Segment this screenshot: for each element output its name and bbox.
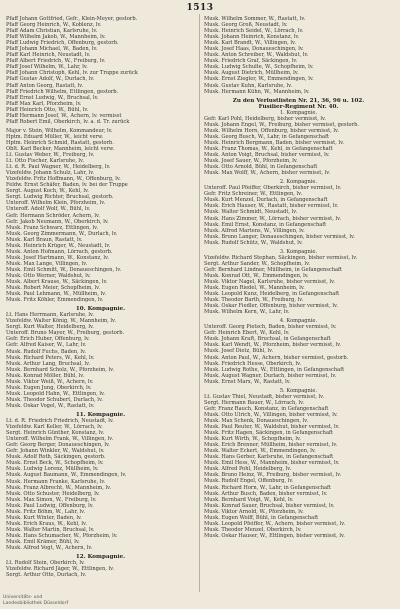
casualty-entry: Musk. Leopold Pfeiffer, W., Achern, bisher vermisst, lv. [204, 520, 346, 527]
casualty-entry: Musk. Heinrich Seidel, W., Lörrach, lv. [204, 28, 304, 35]
casualty-entry: Musk. Oskar Hauser, W., Ettlingen, bisher vermisst, lv. [204, 532, 345, 539]
casualty-entry: Musk. Heinrich Bergmann, Baden, bisher vermisst, lv. [204, 139, 344, 146]
casualty-entry: Sergt. Arthur Sander, W., Schopfheim, lv. [204, 260, 311, 267]
casualty-entry: Gefr. Fritz Schreiner, W., Ettlingen, lv. [204, 191, 303, 198]
casualty-entry: Musk. Konrad Sauer, Bruchsal, bisher vermisst, lv. [204, 502, 335, 509]
casualty-entry: Musk. Theodor Menzel, Oberkirch, lv. [204, 526, 302, 533]
casualty-entry: Lt. Otto Fischer, Karlsruhe, lv. [6, 158, 84, 165]
casualty-entry: Musk. Kurt Wirth, W., Schopfheim, lv. [204, 436, 301, 443]
casualty-entry: Musk. Albert Krause, W., Säckingen, lv. [6, 279, 108, 286]
section-heading: Füsilier-Regiment Nr. 40. [258, 103, 339, 110]
casualty-entry: Musk. Walter Schmidt, Neustadt, lv. [204, 209, 298, 216]
casualty-entry: Musk. Emil Schmitt, W., Donaueschingen, lv. [6, 266, 122, 273]
casualty-entry: Vizefeldw. Johann Schulz, Lahr, lv. [6, 170, 95, 177]
casualty-entry: Musk. Friedrich Hesse, Oberkirch, lv. [204, 360, 301, 367]
casualty-entry: Musk. Otto Ulrich, W., Villingen, bisher vermisst, lv. [204, 411, 338, 418]
casualty-entry: Musk. August Baumann, W., Emmendingen, lv. [6, 472, 127, 479]
casualty-entry: Musk. Alfred Vogt, W., Achern, lv. [6, 545, 93, 552]
casualty-entry: Musk. Gustav Kuhn, Karlsruhe, lv. [204, 82, 293, 89]
casualty-entry: Sergt. Ludwig Richter, Bruchsal, gestorb. [6, 194, 114, 201]
casualty-entry: Musk. Hans Zimmer, W., Lörrach, bisher vermisst, lv. [204, 215, 341, 222]
casualty-entry: Major v. Stein, Wilhelm, Kommandeur, lv. [6, 127, 113, 134]
casualty-entry: Vizefeldw. Walter König, W., Mannheim, lv. [6, 318, 116, 325]
casualty-entry: Pfaff Max Karl, Pforzheim, lv. [6, 100, 82, 107]
casualty-entry: Gefr. Johann Winkler, W., Waldshut, lv. [6, 448, 105, 455]
casualty-entry: Musk. Leopold Hahn, W., Ettlingen, lv. [6, 390, 105, 397]
casualty-entry: Musk. Theodor Schubert, Durlach, lv. [6, 396, 103, 403]
casualty-entry: Musk. Hans Schumacher, W., Pforzheim, lv. [6, 532, 118, 539]
casualty-entry: Musk. Rudolf Engel, Offenburg, lv. [204, 478, 294, 485]
casualty-entry: Musk. Arthur Busch, Baden, bisher vermisst, lv. [204, 490, 328, 497]
casualty-entry: Musk. Rudolf Schütz, W., Waldshut, lv. [204, 239, 303, 246]
casualty-entry: Musk. Emil Ernst, Konstanz, in Gefangenschaft [204, 221, 327, 228]
casualty-entry: Musk. Georg Groß, Neustadt, lv. [204, 22, 288, 29]
company-heading: 1. Kompagnie. [279, 109, 318, 116]
casualty-entry: Musk. Bernhard Voigt, W., Kehl, lv. [204, 496, 294, 503]
casualty-entry: Musk. Heinrich Krüger, W., Neustadt, lv. [6, 242, 111, 249]
casualty-entry: Musk. Theodor Barth, W., Freiburg, lv. [204, 297, 304, 304]
casualty-entry: Lt. d. R. Paul Wagner, W., Heidelberg, lv. [6, 164, 111, 171]
casualty-entry: Musk. Wilhelm Horn, Offenburg, bisher vermisst, lv. [204, 127, 339, 134]
casualty-entry: Musk. Franz Albrecht, W., Mannheim, lv. [6, 484, 111, 491]
section-heading: 10. Kompagnie. [75, 306, 126, 313]
company-heading: 2. Kompagnie. [279, 179, 318, 186]
casualty-entry: Musk. Alfred Pohl, Heidelberg, lv. [204, 466, 292, 473]
casualty-entry: Pfaff Heinrich Otto, W., Bühl, lv. [6, 106, 89, 113]
casualty-entry: Pfaff Friedrich Wilhelm, Ettlingen, gestorb. [6, 88, 119, 95]
library-watermark [3, 595, 68, 606]
casualty-entry: Musk. August Dietrich, Müllheim, lv. [204, 70, 299, 77]
casualty-entry: Pfaff Johann Michael, W., Baden, lv. [6, 46, 98, 53]
casualty-entry: Sergt. Heinrich Günther, Konstanz, lv. [6, 430, 105, 437]
casualty-entry: Musk. Fritz Böhm, W., Lahr, lv. [6, 508, 86, 515]
casualty-entry: Gefr. Alfred Kaiser, W., Lahr, lv. [6, 342, 87, 349]
casualty-entry: Gefr. Karl Pohl, Heidelberg, bisher vermisst, lv. [204, 115, 326, 122]
casualty-entry: Musk. Anton Schreiber, W., Waldshut, lv. [204, 52, 309, 59]
casualty-entry: Musk. Robert Meier, Schopfheim, lv. [6, 285, 101, 292]
casualty-entry: Pfaff Ludwig Friedrich, Offenburg, gestorb. [6, 40, 119, 47]
casualty-entry: Musk. Walter Eckert, W., Emmendingen, lv. [204, 448, 316, 455]
casualty-entry: Musk. Paul Reuter, W., Waldshut, bisher vermisst, lv. [204, 424, 340, 431]
casualty-entry: Unteroff. Wilhelm Frank, W., Villingen, lv. [6, 436, 114, 443]
casualty-entry: Musk. Anton Paul, W., Achern, bisher vermisst, gestorb. [204, 354, 349, 361]
casualty-entry: Musk. Leopold Kunz, Heidelberg, in Gefangenschaft [204, 291, 340, 298]
casualty-entry: Musk. Richard Horn, W., Lahr, in Gefangenschaft [204, 484, 331, 491]
casualty-entry: Musk. Anton Hofmann, Lörrach, gestorb. [6, 248, 113, 255]
casualty-entry: Musk. Fritz Köhler, Emmendingen, lv. [6, 297, 104, 304]
casualty-entry: Hptm. Heinrich Schmid, Rastatt, gestorb. [6, 139, 114, 146]
casualty-entry: Feldw. Ernst Schäfer, Baden, lv. bei der Truppe [6, 182, 128, 189]
section-heading: Zu den Verlustlisten Nr. 21, 36, 96 u. 102. [232, 97, 365, 104]
casualty-entry: Musk. Max Lange, Villingen, lv. [6, 260, 88, 267]
casualty-entry: Unteroff. Paul Pfeiffer, Oberkirch, bisher vermisst, lv. [204, 185, 342, 192]
casualty-entry: Musk. Konrad Möller, Bühl, lv. [6, 372, 85, 379]
casualty-entry: Hptm. Eduard Müller, W., leicht verw. [6, 133, 104, 140]
casualty-entry: Lt. Hans Herrmann, Karlsruhe, lv. [6, 312, 94, 319]
casualty-entry: Gefr. Heinrich Ebert, W., Kehl, lv. [204, 330, 290, 337]
casualty-entry: Musk. Viktor Nagel, Karlsruhe, bisher vermisst, lv. [204, 278, 335, 285]
casualty-entry: Vizefeldw. Richard Stephan, Säckingen, bisher vermisst, lv. [204, 254, 358, 261]
right-column [204, 16, 393, 539]
casualty-entry: Musk. Oskar Vogel, W., Rastatt, lv. [6, 402, 95, 409]
casualty-entry: Musk. Paul Ludwig, Offenburg, lv. [6, 502, 94, 509]
casualty-entry: Musk. Friedrich Graf, Säckingen, lv. [204, 58, 298, 65]
section-heading: 12. Kompagnie. [75, 554, 126, 561]
casualty-entry: Musk. Rudolf Fuchs, Baden, lv. [6, 348, 86, 355]
casualty-entry: Pfaff Johann Gottfried, Gefr., Klein-Meyer, gestorb. [6, 16, 138, 22]
casualty-entry: Pfaff Anton Georg, Rastatt, lv. [6, 82, 84, 89]
casualty-entry: Pfaff Gustav Adolf, W., Durlach, lv. [6, 76, 95, 83]
casualty-entry: Musk. Johann Kraft, Bruchsal, in Gefangenschaft [204, 336, 331, 343]
casualty-entry: Musk. Alfred Martens, W., Villingen, lv. [204, 227, 305, 234]
casualty-entry: Musk. Konrad Ott, W., Emmendingen, lv. [204, 272, 309, 279]
casualty-entry: Musk. Ludwig Schulte, W., Schopfheim, lv. [204, 64, 314, 71]
casualty-entry: Musk. Josef Sauer, W., Pforzheim, lv. [204, 158, 298, 165]
casualty-entry: Musk. Otto Arnold, Bühl, in Gefangenschaft [204, 164, 318, 171]
casualty-entry: Vizefeldw. Karl Keller, W., Lörrach, lv. [6, 424, 103, 431]
casualty-entry: Pfaff Albert Friedrich, W., Freiburg, lv. [6, 58, 106, 65]
casualty-entry: Musk. Karl Wendt, W., Pforzheim, bisher vermisst, lv. [204, 342, 341, 349]
casualty-entry: Musk. Viktor Arnold, W., Pforzheim, lv. [204, 508, 304, 515]
casualty-entry: Musk. Eugen Jung, Oberkirch, lv. [6, 384, 92, 391]
casualty-entry: Lt. Gustav Thiel, Neustadt, bisher vermisst, lv. [204, 393, 325, 400]
casualty-entry: Musk. Wilhelm Kern, W., Lahr, lv. [204, 309, 290, 316]
casualty-entry: Lt. Rudolf Stein, Oberkirch, lv. [6, 560, 85, 567]
company-heading: 3. Kompagnie. [279, 248, 318, 255]
casualty-entry: Unteroff. Bruno Mayer, W., Freiburg, gestorb. [6, 330, 125, 337]
casualty-entry: Musk. Ludwig Rothe, W., Ettlingen, in Gefangenschaft [204, 366, 345, 373]
casualty-entry: Musk. Oskar Fiedler, Offenburg, bisher vermisst, lv. [204, 303, 338, 310]
casualty-entry: Musk. Erich Kraus, W., Kehl, lv. [6, 520, 87, 527]
casualty-entry: Musk. Max Schenk, Donaueschingen, lv. [204, 418, 309, 424]
watermark-line-1: Universitäts- und [3, 595, 43, 601]
casualty-entry: Pfaff Johann Christoph, Kehl, lv. zur Truppe zurück [6, 70, 138, 77]
casualty-entry: Musk. Eugen Riedel, W., Mannheim, lv. [204, 285, 305, 292]
casualty-entry: Musk. August Wagner, Durlach, bisher vermisst, lv. [204, 372, 337, 379]
casualty-entry: Musk. Ernst Marx, W., Rastatt, lv. [204, 378, 291, 385]
company-heading: 4. Kompagnie. [279, 318, 318, 325]
casualty-entry: Musk. Johann Heinrich, Konstanz, lv. [204, 34, 300, 41]
casualty-entry: Musk. Bernhard Scholz, W., Pforzheim, lv. [6, 366, 114, 373]
casualty-entry: Pfaff Adam Christian, Karlsruhe, lv. [6, 28, 98, 35]
casualty-entry: Musk. Emil Krämer, Bühl, lv. [6, 538, 80, 545]
casualty-entry: Musk. Georg Zimmermann, W., Durlach, lv. [6, 230, 118, 237]
casualty-entry: Sergt. Arthur Otto, Durlach, lv. [6, 572, 87, 579]
casualty-entry: Musk. Franz Schwarz, Ettlingen, lv. [6, 224, 99, 231]
casualty-entry: Musk. Richard Peters, W., Kehl, lv. [6, 354, 95, 361]
casualty-entry: Pfaff Ernst Ludwig, W., Bruchsal, lv. [6, 94, 99, 101]
watermark-line-2: Landesbibliothek Düsseldorf [3, 600, 69, 606]
casualty-entry: Musk. Erich Brenner, Müllheim, bisher vermisst, lv. [204, 442, 338, 449]
casualty-entry: Unteroff. Wilhelm Klein, Pforzheim, lv. [6, 200, 106, 207]
casualty-entry: Sergt. August Koch, W., Kehl, lv. [6, 188, 89, 195]
casualty-entry: Musk. Otto Werner, Waldshut, lv. [6, 272, 91, 279]
casualty-entry: Musk. Viktor Weiß, W., Achern, lv. [6, 378, 94, 385]
casualty-entry: Musk. Hermann Kühn, W., Mannheim, lv. [204, 88, 310, 95]
casualty-entry: Gefr. Erich Huber, Offenburg, lv. [6, 336, 90, 343]
casualty-entry: Musk. Bruno Heinz, W., Freiburg, bisher vermisst, lv. [204, 472, 342, 479]
casualty-entry: Musk. Kurt Menzel, Durlach, in Gefangenschaft [204, 197, 328, 204]
casualty-entry: Musk. Paul Lehmann, W., Müllheim, lv. [6, 291, 107, 298]
casualty-entry: Gefr. Georg Berger, Donaueschingen, lv. [6, 442, 110, 449]
casualty-entry: Oblt. Karl Becker, Mannheim, leicht verw. [6, 145, 115, 152]
casualty-entry: Pfaff Georg Heinrich, W., Koblenz, lv. [6, 22, 102, 29]
casualty-entry: Lt. Gustav Weber, W., Freiburg, lv. [6, 152, 95, 159]
casualty-entry: Unteroff. Adolf Wolf, W., Bühl, lv. [6, 206, 91, 213]
casualty-entry: Musk. Anton Voigt, Bruchsal, bisher vermisst, lv. [204, 152, 330, 159]
casualty-entry: Musk. Ernst Beck, W., Schopfheim, lv. [6, 460, 104, 467]
column-divider [199, 14, 200, 592]
company-heading: 5. Kompagnie. [279, 387, 318, 394]
casualty-entry: Musk. Josef Dietz, Bühl, lv. [204, 348, 274, 355]
casualty-entry: Gefr. Bernhard Lindner, Müllheim, in Gefangenschaft [204, 266, 342, 273]
casualty-entry: Musk. Fritz Hagen, Säckingen, in Gefangenschaft [204, 430, 333, 437]
casualty-entry: Pfaff Karl Heinrich, Neustadt, lv. [6, 52, 91, 59]
casualty-entry: Pfaff Hermann Josef, W., Achern, lv. vermisst [6, 112, 122, 119]
casualty-entry: Musk. Walter Martin, Bruchsal, lv. [6, 526, 95, 533]
casualty-entry: Sergt. Kurt Walter, Heidelberg, lv. [6, 324, 94, 331]
casualty-entry: Lt. d. R. Friedrich Friedrich, Neustadt, lv. [6, 418, 114, 425]
casualty-entry: Musk. Adolf Roth, Säckingen, gestorb. [6, 454, 106, 461]
casualty-entry: Vizefeldw. Richard Jäger, W., Ettlingen, lv. [6, 566, 114, 573]
casualty-entry: Musk. Arthur Lang, Bruchsal, lv. [6, 360, 91, 367]
casualty-entry: Vizefeldw. Fritz Hoffmann, W., Offenburg, lv. [6, 176, 121, 183]
casualty-entry: Musk. Bruno Langer, Donaueschingen, bisher vermisst, lv. [204, 233, 355, 240]
left-column [6, 16, 195, 578]
casualty-entry: Musk. Erich Hauser, W., Rastatt, bisher vermisst, lv. [204, 203, 339, 210]
casualty-entry: Gefr. Hermann Schröder, Achern, lv. [6, 212, 100, 219]
section-heading: 11. Kompagnie. [75, 412, 126, 418]
casualty-entry: Musk. Johann Engel, W., Freiburg, bisher vermisst, gestorb. [204, 121, 359, 128]
casualty-entry: Musk. Georg Busch, W., Lahr, in Gefangenschaft [204, 133, 330, 140]
casualty-entry: Musk. Wilhelm Sommer, W., Rastatt, lv. [204, 16, 306, 22]
page-number: 1513 [186, 3, 214, 13]
casualty-entry: Musk. Karl Brandt, W., Villingen, lv. [204, 40, 296, 47]
casualty-entry: Musk. Max Simon, W., Freiburg, lv. [6, 496, 97, 503]
casualty-entry: Musk. Emil Hess, W., Mannheim, bisher vermisst, lv. [204, 460, 340, 467]
casualty-entry: Musk. Hermann Franke, Karlsruhe, lv. [6, 478, 106, 485]
casualty-entry: Pfaff Robert Emil, Oberkirch, lv. a. d. Tr. zurück [6, 118, 130, 125]
casualty-entry: Pfaff Josef Wilhelm, W., Lahr, lv. [6, 64, 88, 71]
casualty-entry: Sergt. Hermann Bauer, W., Lörrach, lv. [204, 399, 305, 406]
casualty-entry: Musk. Eugen Wolff, Bühl, in Gefangenschaft [204, 514, 319, 521]
casualty-entry: Musk. Josef Hartmann, W., Konstanz, lv. [6, 254, 109, 261]
casualty-entry: Gefr. Franz Rauch, Konstanz, in Gefangenschaft [204, 405, 329, 412]
casualty-entry: Musk. Hans Gerber, Karlsruhe, in Gefangenschaft [204, 454, 334, 461]
casualty-entry: Musk. Franz Thomas, W., Kehl, in Gefangenschaft [204, 145, 333, 152]
casualty-entry: Pfaff Wilhelm Jakob, W., Mannheim, lv. [6, 34, 106, 41]
casualty-entry: Musk. Karl Braun, Rastatt, lv. [6, 236, 83, 243]
casualty-entry: Gefr. Jakob Neumann, W., Oberkirch, lv. [6, 218, 109, 225]
casualty-entry: Musk. Ernst Ziegler, W., Emmendingen, lv. [204, 76, 314, 83]
casualty-entry: Unteroff. Georg Pietsch, Baden, bisher vermisst, lv. [204, 324, 337, 331]
casualty-entry: Musk. Ludwig Lorenz, Müllheim, lv. [6, 466, 99, 473]
casualty-entry: Musk. Max Wolff, W., Achern, bisher vermisst, lv. [204, 170, 331, 177]
casualty-entry: Musk. Josef Haas, Donaueschingen, lv. [204, 46, 304, 53]
casualty-entry: Musk. Otto Schuster, Heidelberg, lv. [6, 490, 100, 497]
casualty-entry: Musk. Kurt Winter, Baden, lv. [6, 514, 82, 521]
